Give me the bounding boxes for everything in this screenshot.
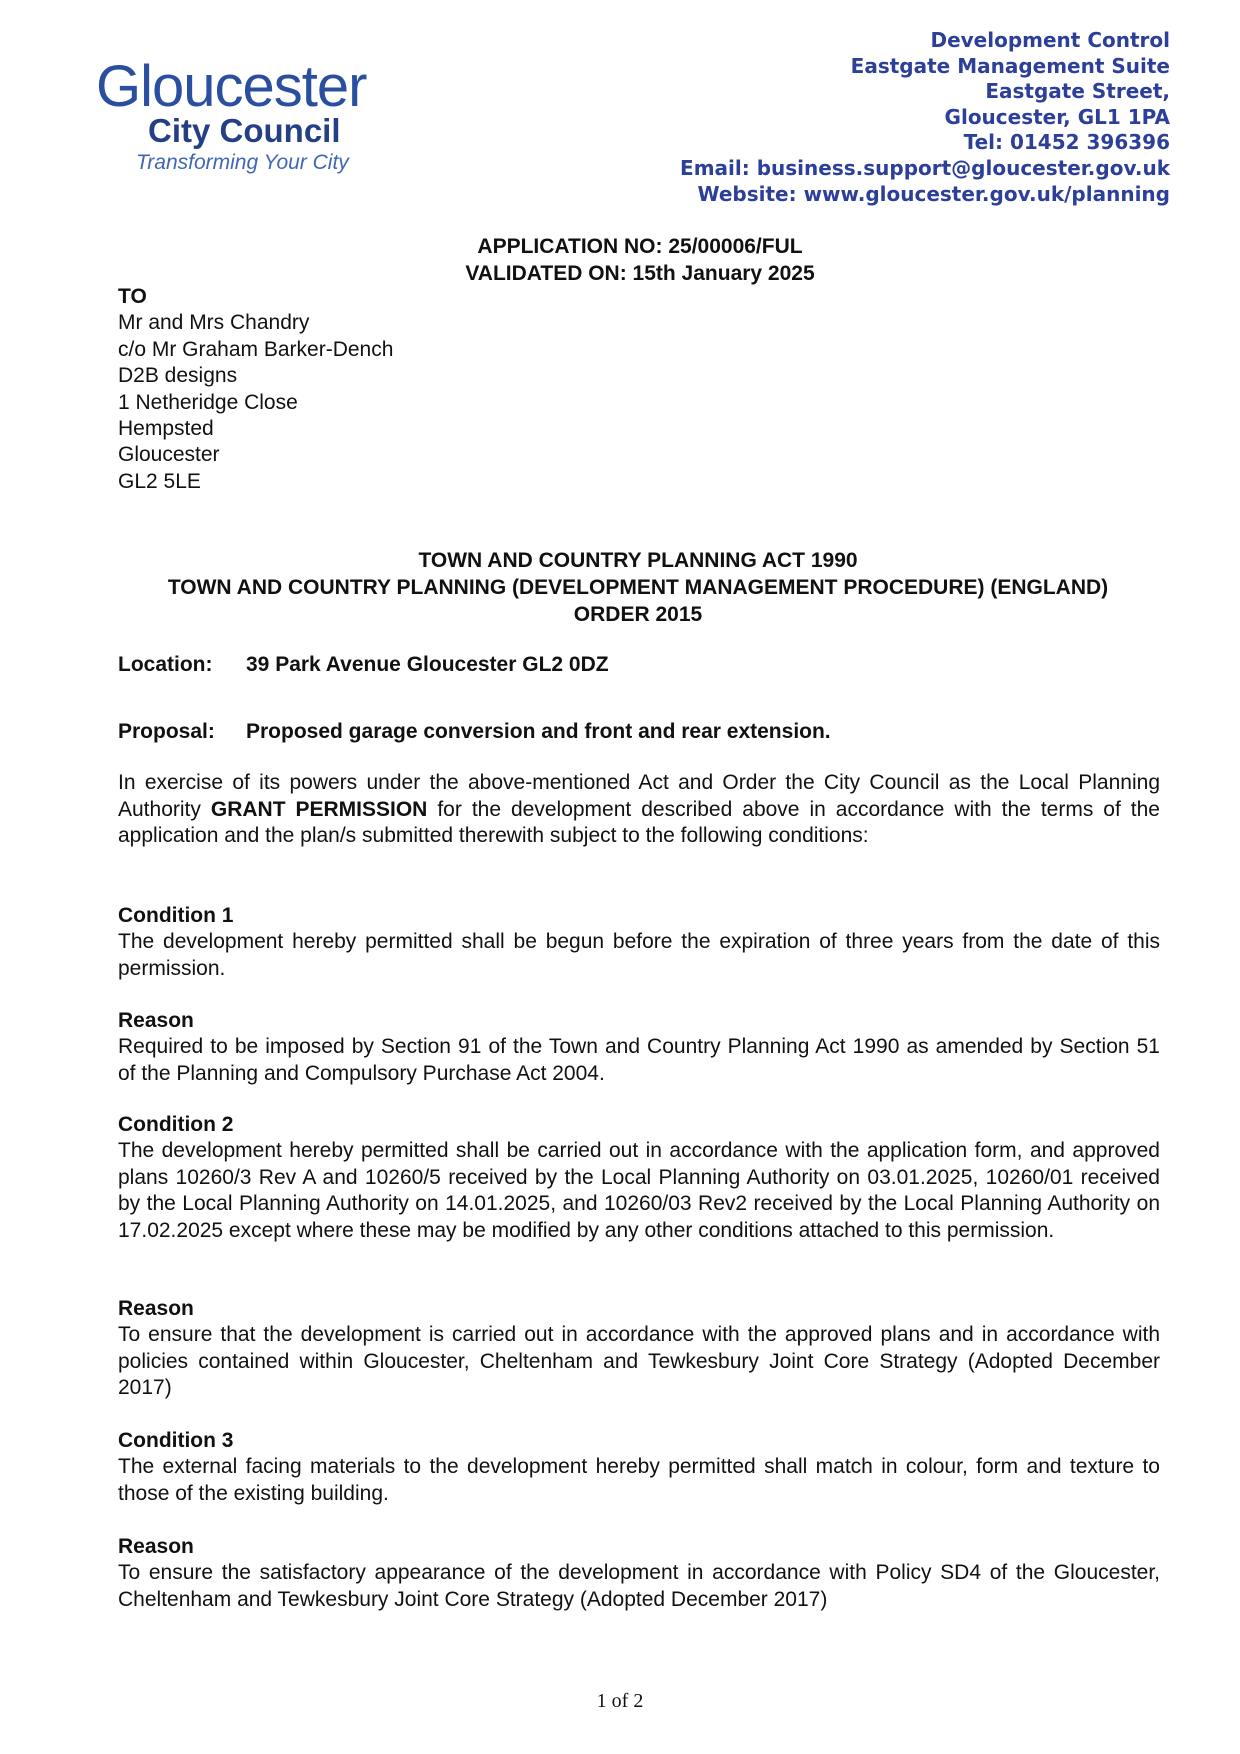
- contact-block: [610, 28, 1170, 207]
- reason-1-title: Reason: [118, 1009, 194, 1032]
- contact-website[interactable]: Website: www.gloucester.gov.uk/planning: [697, 181, 1170, 206]
- recipient-line: GL2 5LE: [118, 469, 201, 493]
- condition-1-text: The development hereby permitted shall be begun before the expiration of three years from the date of this permission.: [118, 930, 1160, 980]
- act-line: TOWN AND COUNTRY PLANNING (DEVELOPMENT MANAGEMENT PROCEDURE) (ENGLAND): [167, 576, 1109, 599]
- page-number: 1 of 2: [596, 1690, 644, 1712]
- location-label: Location:: [118, 653, 213, 676]
- recipient-label: TO: [118, 285, 147, 308]
- act-line: TOWN AND COUNTRY PLANNING ACT 1990: [418, 549, 858, 572]
- contact-city: Gloucester, GL1 1PA: [944, 104, 1170, 129]
- logo-sub-text: City Council: [148, 112, 341, 149]
- intro-text-end: for the development described above in accordance with the terms of the application and the plan/s submitted therewith subject to the following conditions:: [118, 797, 1160, 847]
- application-number: APPLICATION NO: 25/00006/FUL: [477, 235, 803, 258]
- location-value: 39 Park Avenue Gloucester GL2 0DZ: [246, 653, 609, 676]
- proposal-field: [118, 718, 831, 745]
- recipient-line: Hempsted: [118, 417, 214, 441]
- location-field: [118, 651, 609, 678]
- contact-street: Eastgate Street,: [985, 79, 1170, 104]
- recipient-line: c/o Mr Graham Barker-Dench: [118, 337, 394, 361]
- recipient-line: Gloucester: [118, 443, 220, 467]
- recipient-line: D2B designs: [118, 364, 238, 388]
- proposal-value: Proposed garage conversion and front and rear extension.: [246, 720, 831, 743]
- condition-1-title: Condition 1: [118, 904, 234, 927]
- contact-phone: Tel: 01452 396396: [963, 130, 1170, 155]
- application-block: [400, 233, 880, 287]
- contact-building: Eastgate Management Suite: [850, 53, 1170, 78]
- legislation-heading: [118, 547, 1158, 628]
- decision-text: GRANT PERMISSION: [210, 797, 428, 821]
- council-logo: [96, 56, 426, 186]
- logo-main-text: Gloucester: [96, 54, 367, 119]
- reason-3-title: Reason: [118, 1535, 194, 1558]
- contact-email[interactable]: Email: business.support@gloucester.gov.uk: [680, 155, 1170, 180]
- contact-department: Development Control: [930, 28, 1170, 52]
- recipient-line: Mr and Mrs Chandry: [118, 311, 310, 335]
- condition-3-title: Condition 3: [118, 1429, 234, 1452]
- condition-3-text: The external facing materials to the development hereby permitted shall match in colour, form and texture to those of the existing building.: [118, 1455, 1160, 1505]
- reason-3-text: To ensure the satisfactory appearance of the development in accordance with Policy SD4 of the Gloucester, Cheltenham and Tewkesbury Joint Core Strategy (Adopted December 2017): [118, 1561, 1160, 1611]
- act-line: ORDER 2015: [573, 603, 703, 626]
- proposal-label: Proposal:: [118, 720, 215, 743]
- reason-2-title: Reason: [118, 1297, 194, 1320]
- reason-2-text: To ensure that the development is carried out in accordance with the approved plans and in accordance with policies contained within Gloucester, Cheltenham and Tewkesbury Joint Core Strategy (Adopted December 2017): [118, 1323, 1160, 1399]
- condition-2-title: Condition 2: [118, 1113, 234, 1136]
- intro-text: In exercise of its powers under the above-mentioned Act and Order the City Council as the Local Planning Authority: [118, 771, 1160, 821]
- decision-paragraph: [118, 770, 1160, 850]
- condition-2-text: The development hereby permitted shall be carried out in accordance with the application form, and approved plans 10260/3 Rev A and 10260/5 received by the Local Planning Authority on 03.01.2025, 10260/01 received by the Local Planning Authority on 14.01.2025, and 10260/03 Rev2 received by the Local Planning Authority on 17.02.2025 except where these may be modified by any other conditions attached to this permission.: [118, 1139, 1160, 1242]
- reason-1-text: Required to be imposed by Section 91 of the Town and Country Planning Act 1990 as amended by Section 51 of the Planning and Compulsory Purchase Act 2004.: [118, 1035, 1160, 1085]
- logo-tagline: Transforming Your City: [136, 151, 349, 174]
- validated-date: VALIDATED ON: 15th January 2025: [465, 262, 815, 285]
- recipient-line: 1 Netheridge Close: [118, 390, 298, 414]
- recipient-address: [118, 284, 393, 495]
